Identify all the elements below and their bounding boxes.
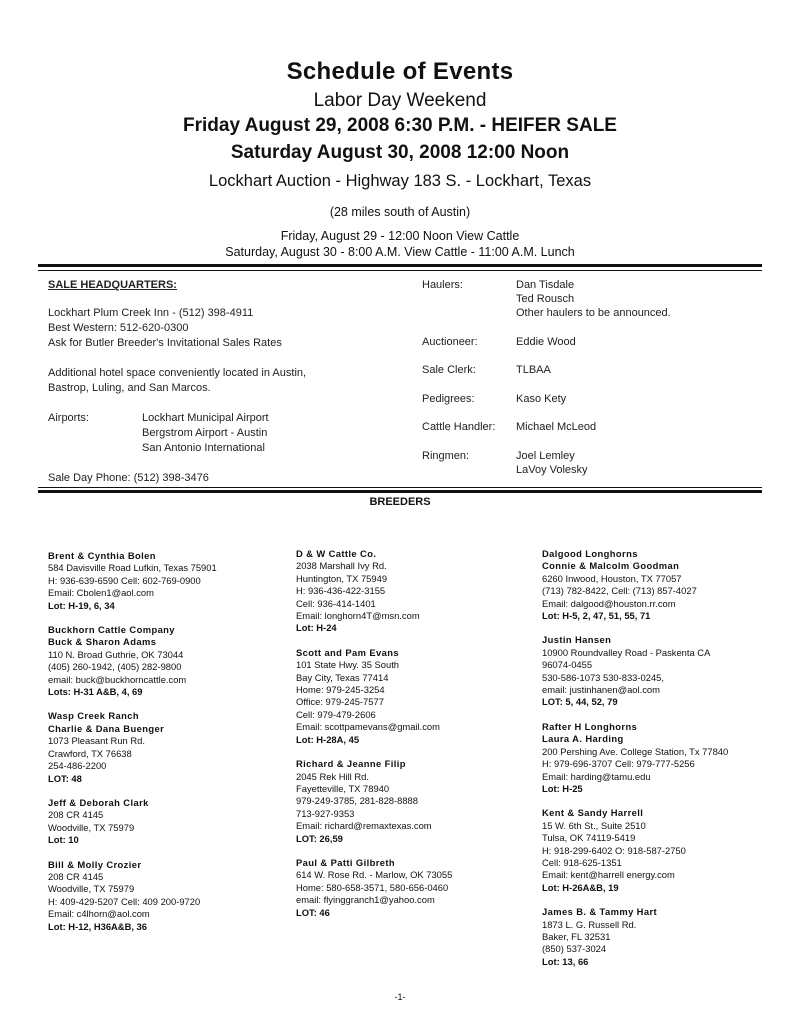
breeder-name: Jeff & Deborah Clark — [48, 796, 149, 808]
breeder-contact-line: 584 Davisville Road Lufkin, Texas 75901 — [48, 562, 217, 574]
breeder-name: Justin Hansen — [542, 634, 612, 646]
friday-sale-line: Friday August 29, 2008 6:30 P.M. - HEIFER SALE — [183, 115, 617, 136]
breeder-contact-line: H: 936-436-422-3155 — [296, 585, 386, 597]
breeder-contact-line: Home: 580-658-3571, 580-656-0460 — [296, 881, 449, 893]
breeder-name: Connie & Malcolm Goodman — [542, 560, 680, 572]
breeder-contact-line: 208 CR 4145 — [48, 870, 104, 882]
breeder-entry — [542, 906, 728, 968]
page-number: -1- — [394, 992, 406, 1002]
breeder-name: Buck & Sharon Adams — [48, 636, 157, 648]
breeder-lot: Lot: H-24 — [296, 622, 337, 634]
breeder-name: Charlie & Dana Buenger — [48, 722, 165, 734]
airports-label: Airports: — [48, 412, 89, 424]
breeder-contact-line: Email: harding@tamu.edu — [542, 770, 651, 782]
breeder-entry — [48, 624, 217, 698]
breeder-lot: Lot: H-28A, 45 — [296, 733, 360, 745]
breeder-contact-line: 208 CR 4145 — [48, 809, 104, 821]
breeder-name: Kent & Sandy Harrell — [542, 807, 644, 819]
breeders-column-1 — [48, 550, 217, 945]
staff-value: Other haulers to be announced. — [516, 307, 671, 319]
breeder-contact-line: 200 Pershing Ave. College Station, Tx 77840 — [542, 745, 729, 757]
staff-value: LaVoy Volesky — [516, 464, 588, 476]
breeder-name: James B. & Tammy Hart — [542, 906, 658, 918]
breeder-contact-line: H: 918-299-6402 O: 918-587-2750 — [542, 844, 686, 856]
breeder-contact-line: email: buck@buckhorncattle.com — [48, 673, 187, 685]
breeder-contact-line: 15 W. 6th St., Suite 2510 — [542, 819, 646, 831]
breeder-contact-line: Email: scottpamevans@gmail.com — [296, 721, 440, 733]
airport-item: San Antonio International — [142, 442, 265, 454]
breeder-contact-line: Fayetteville, TX 78940 — [296, 782, 390, 794]
location-line: Lockhart Auction - Highway 183 S. - Lockhart, Texas — [208, 172, 592, 190]
breeder-contact-line: email: justinhanen@aol.com — [542, 684, 660, 696]
breeder-name: Buckhorn Cattle Company — [48, 624, 175, 636]
breeder-contact-line: Baker, FL 32531 — [542, 930, 611, 942]
hotel-line: Best Western: 512-620-0300 — [48, 322, 189, 334]
breeders-heading: BREEDERS — [369, 496, 431, 508]
breeder-name: Rafter H Longhorns — [542, 720, 638, 732]
staff-label-sale-clerk: Sale Clerk: — [422, 364, 476, 376]
breeder-entry — [296, 647, 452, 746]
staff-value: Eddie Wood — [516, 336, 576, 348]
staff-label-pedigrees: Pedigrees: — [422, 393, 475, 405]
friday-viewing: Friday, August 29 - 12:00 Noon View Cattle — [280, 229, 520, 243]
breeder-contact-line: 713-927-9353 — [296, 807, 355, 819]
breeder-entry — [48, 710, 217, 784]
breeder-contact-line: Cell: 918-625-1351 — [542, 856, 622, 868]
breeder-contact-line: Email: Cbolen1@aol.com — [48, 587, 154, 599]
breeder-contact-line: H: 979-696-3707 Cell: 979-777-5256 — [542, 758, 695, 770]
breeders-column-3 — [542, 548, 728, 980]
breeder-contact-line: Email: richard@remaxtexas.com — [296, 820, 432, 832]
breeder-contact-line: 96074-0455 — [542, 659, 593, 671]
hotel-line: Additional hotel space conveniently located in Austin, — [48, 367, 307, 379]
breeder-contact-line: 254-486-2200 — [48, 760, 107, 772]
staff-value: Joel Lemley — [516, 450, 575, 462]
breeder-contact-line: (405) 260-1942, (405) 282-9800 — [48, 661, 182, 673]
breeders-column-2 — [296, 548, 452, 931]
breeder-name: Laura A. Harding — [542, 733, 624, 745]
breeder-entry — [296, 548, 452, 635]
breeder-contact-line: (850) 537-3024 — [542, 943, 607, 955]
staff-value: TLBAA — [516, 364, 551, 376]
breeder-entry — [542, 721, 728, 795]
breeder-lot: Lots: H-31 A&B, 4, 69 — [48, 686, 143, 698]
divider-bottom-thin — [38, 487, 762, 488]
breeder-contact-line: Tulsa, OK 74119-5419 — [542, 832, 636, 844]
breeder-contact-line: 1073 Pleasant Run Rd. — [48, 735, 145, 747]
breeder-contact-line: H: 409-429-5207 Cell: 409 200-9720 — [48, 895, 201, 907]
breeder-name: Wasp Creek Ranch — [48, 710, 139, 722]
staff-value: Dan Tisdale — [516, 279, 575, 291]
breeder-lot: LOT: 48 — [48, 772, 82, 784]
breeder-contact-line: 2038 Marshall Ivy Rd. — [296, 560, 387, 572]
breeder-lot: Lot: H-25 — [542, 782, 583, 794]
breeder-contact-line: email: flyinggranch1@yahoo.com — [296, 894, 435, 906]
breeder-lot: LOT: 26,59 — [296, 832, 343, 844]
sale-day-phone: Sale Day Phone: (512) 398-3476 — [48, 472, 209, 484]
breeder-name: Paul & Patti Gilbreth — [296, 856, 396, 868]
breeder-entry — [542, 548, 728, 622]
event-subtitle: Labor Day Weekend — [313, 90, 487, 111]
airport-item: Bergstrom Airport - Austin — [142, 427, 268, 439]
breeder-lot: Lot: H-5, 2, 47, 51, 55, 71 — [542, 610, 651, 622]
breeder-contact-line: Email: kent@harrell energy.com — [542, 869, 675, 881]
breeder-entry — [542, 634, 728, 708]
divider-top-thick — [38, 264, 762, 267]
breeder-lot: Lot: H-26A&B, 19 — [542, 881, 619, 893]
distance-note: (28 miles south of Austin) — [329, 205, 471, 219]
breeder-entry — [296, 758, 452, 845]
breeder-contact-line: Cell: 979-479-2606 — [296, 708, 376, 720]
breeder-entry — [296, 857, 452, 919]
breeder-entry — [48, 859, 217, 933]
staff-label-haulers: Haulers: — [422, 279, 463, 291]
breeder-lot: Lot: 10 — [48, 834, 79, 846]
airport-item: Lockhart Municipal Airport — [142, 412, 269, 424]
staff-label-auctioneer: Auctioneer: — [422, 336, 478, 348]
breeder-contact-line: Email: dalgood@houston.rr.com — [542, 597, 676, 609]
staff-label-cattle-handler: Cattle Handler: — [422, 421, 496, 433]
staff-value: Michael McLeod — [516, 421, 597, 433]
breeder-contact-line: Email: c4lhorn@aol.com — [48, 908, 150, 920]
saturday-sale-line: Saturday August 30, 2008 12:00 Noon — [230, 142, 570, 163]
breeder-contact-line: 110 N. Broad Guthrie, OK 73044 — [48, 648, 184, 660]
breeder-name: Brent & Cynthia Bolen — [48, 550, 156, 561]
breeder-contact-line: Office: 979-245-7577 — [296, 696, 384, 708]
breeder-contact-line: Home: 979-245-3254 — [296, 684, 385, 696]
breeder-lot: Lot: 13, 66 — [542, 955, 589, 967]
staff-value: Ted Rousch — [516, 293, 575, 305]
breeder-contact-line: 6260 Inwood, Houston, TX 77057 — [542, 572, 682, 584]
breeder-contact-line: Crawford, TX 76638 — [48, 747, 132, 759]
breeder-entry — [542, 807, 728, 894]
breeder-name: Bill & Molly Crozier — [48, 858, 142, 870]
breeder-name: Richard & Jeanne Filip — [296, 758, 406, 770]
breeder-contact-line: 614 W. Rose Rd. - Marlow, OK 73055 — [296, 869, 453, 881]
saturday-viewing: Saturday, August 30 - 8:00 A.M. View Cattle - 11:00 A.M. Lunch — [225, 245, 575, 259]
breeder-lot: LOT: 46 — [296, 906, 330, 918]
breeder-name: Dalgood Longhorns — [542, 548, 638, 559]
divider-top-thin — [38, 270, 762, 271]
headquarters-heading: SALE HEADQUARTERS: — [48, 279, 177, 291]
breeder-entry — [48, 797, 217, 847]
breeder-contact-line: 10900 Roundvalley Road - Paskenta CA — [542, 646, 711, 658]
breeder-contact-line: 101 State Hwy. 35 South — [296, 659, 400, 671]
breeder-contact-line: 979-249-3785, 281-828-8888 — [296, 795, 418, 807]
breeder-lot: Lot: H-19, 6, 34 — [48, 599, 115, 611]
breeder-contact-line: Woodville, TX 75979 — [48, 821, 135, 833]
staff-label-ringmen: Ringmen: — [422, 450, 470, 462]
breeder-lot: LOT: 5, 44, 52, 79 — [542, 696, 618, 708]
hotel-line: Ask for Butler Breeder's Invitational Sales Rates — [48, 337, 282, 349]
breeder-name: Scott and Pam Evans — [296, 646, 399, 658]
breeder-contact-line: 2045 Rek Hill Rd. — [296, 770, 369, 782]
divider-bottom-thick — [38, 490, 762, 493]
breeder-contact-line: Email: longhorn4T@msn.com — [296, 610, 420, 622]
breeder-entry — [48, 550, 217, 612]
hotel-line: Bastrop, Luling, and San Marcos. — [48, 382, 211, 394]
breeder-contact-line: Woodville, TX 75979 — [48, 883, 135, 895]
breeder-contact-line: Cell: 936-414-1401 — [296, 597, 376, 609]
breeder-name: D & W Cattle Co. — [296, 548, 377, 559]
hotel-line: Lockhart Plum Creek Inn - (512) 398-4911 — [48, 307, 254, 319]
staff-value: Kaso Kety — [516, 393, 567, 405]
breeder-contact-line: H: 936-639-6590 Cell: 602-769-0900 — [48, 574, 201, 586]
breeder-contact-line: 530-586-1073 530-833-0245, — [542, 671, 664, 683]
breeder-contact-line: Bay City, Texas 77414 — [296, 671, 389, 683]
breeder-contact-line: (713) 782-8422, Cell: (713) 857-4027 — [542, 585, 697, 597]
breeder-contact-line: Huntington, TX 75949 — [296, 572, 388, 584]
page-title: Schedule of Events — [286, 58, 514, 85]
breeder-contact-line: 1873 L. G. Russell Rd. — [542, 918, 637, 930]
breeder-lot: Lot: H-12, H36A&B, 36 — [48, 920, 147, 932]
